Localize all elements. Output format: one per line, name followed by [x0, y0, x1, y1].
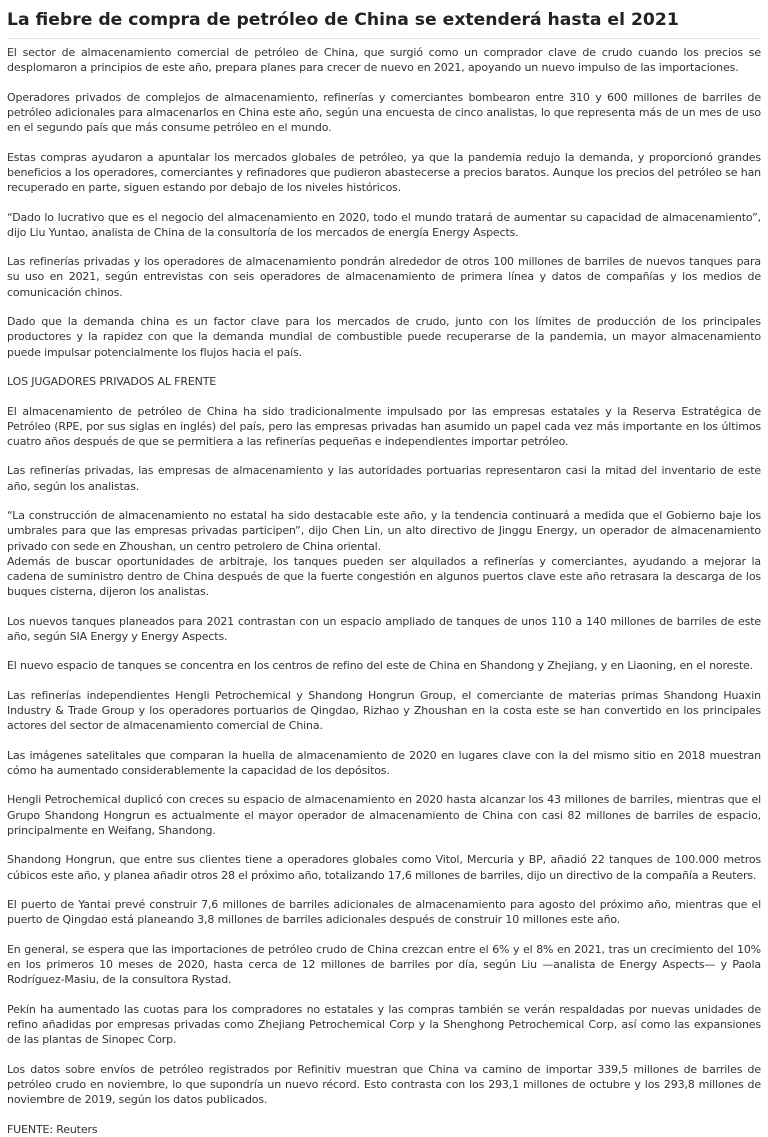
paragraph: “Dado lo lucrativo que es el negocio del almacenamiento en 2020, todo el mundo tratará de aumentar su capacidad de almacenamiento”, dijo Liu Yuntao, analista de China de la consultoría de los mercados de energía Energy Aspects.	[7, 210, 761, 239]
paragraph: El puerto de Yantai prevé construir 7,6 millones de barriles adicionales de almacenamiento para agosto del próximo año, mientras que el puerto de Qingdao está planeando 3,8 millones de barriles adicionales después de construir 10 millones este año.	[7, 898, 761, 927]
paragraph: Las refinerías privadas y los operadores de almacenamiento pondrán alrededor de otros 100 millones de barriles de nuevos tanques para su uso en 2021, según entrevistas con seis operadores de almacenamiento de primera línea y datos de compañías y los medios de comunicación chinos.	[7, 255, 761, 299]
paragraph: El almacenamiento de petróleo de China ha sido tradicionalmente impulsado por las empresas estatales y la Reserva Estratégica de Petróleo (RPE, por sus siglas en inglés) del país, pero las empresas privadas han asumido un papel cada vez más importante en los últimos cuatro años después de que se permitiera a las refinerías pequeñas e independientes importar petróleo.	[7, 404, 761, 448]
paragraph: Pekín ha aumentado las cuotas para los compradores no estatales y las compras también se verán respaldadas por nuevas unidades de refino añadidas por empresas privadas como Zhejiang Petrochemical Corp y la Shenghong Petrochemical Corp, así como las expansiones de las plantas de Sinopec Corp.	[7, 1002, 761, 1047]
paragraph: Las refinerías privadas, las empresas de almacenamiento y las autoridades portuarias representaron casi la mitad del inventario de este año, según los analistas.	[7, 464, 761, 493]
article-title: La fiebre de compra de petróleo de China se extenderá hasta el 2021	[7, 8, 761, 39]
section-heading: LOS JUGADORES PRIVADOS AL FRENTE	[7, 375, 217, 389]
paragraph: Las refinerías independientes Hengli Petrochemical y Shandong Hongrun Group, el comerciante de materias primas Shandong Huaxin Industry & Trade Group y los operadores portuarios de Qingdao, Rizhao y Zhoushan en la costa este se han convertido en los principales actores del sector de almacenamiento comercial de China.	[7, 688, 761, 733]
paragraph: Los nuevos tanques planeados para 2021 contrastan con un espacio ampliado de tanques de unos 110 a 140 millones de barriles de este año, según SIA Energy y Energy Aspects.	[7, 614, 761, 643]
paragraph: En general, se espera que las importaciones de petróleo crudo de China crezcan entre el 6% y el 8% en 2021, tras un crecimiento del 10% en los primeros 10 meses de 2020, hasta cerca de 12 millones de barriles por día, según Liu —analista de Energy Aspects— y Paola Rodríguez-Masiu, de la consultora Rystad.	[7, 942, 761, 987]
paragraph: Shandong Hongrun, que entre sus clientes tiene a operadores globales como Vitol, Mercuria y BP, añadió 22 tanques de 100.000 metros cúbicos este año, y planea añadir otros 28 el próximo año, totalizando 17,6 millones de barriles, dijo un directivo de la compañía a Reuters.	[7, 853, 761, 882]
paragraph: Estas compras ayudaron a apuntalar los mercados globales de petróleo, ya que la pandemia redujo la demanda, y proporcionó grandes beneficios a los operadores, comerciantes y refinadores que pudieron abastecerse a precios baratos. Aunque los precios del petróleo se han recuperado en parte, siguen estando por debajo de los niveles históricos.	[7, 150, 761, 195]
quote-paragraph: “La construcción de almacenamiento no estatal ha sido destacable este año, y la tendencia continuará a medida que el Gobierno baje los umbrales para que las empresas privadas participen”, dijo Chen Lin, un alto directivo de Jinggu Energy, un operador de almacenamiento privado con sede en Zhoushan, un centro petrolero de China oriental.	[7, 509, 761, 553]
paragraph: El nuevo espacio de tanques se concentra en los centros de refino del este de China en Shandong y Zhejiang, y en Liaoning, en el noreste.	[7, 659, 753, 673]
paragraph: Hengli Petrochemical duplicó con creces su espacio de almacenamiento en 2020 hasta alcanzar los 43 millones de barriles, mientras que el Grupo Shandong Hongrun es actualmente el mayor operador de almacenamiento de China con casi 82 millones de barriles de espacio, principalmente en Weifang, Shandong.	[7, 793, 761, 837]
paragraph: Además de buscar oportunidades de arbitraje, los tanques pueden ser alquilados a refinerías y comerciantes, ayudando a mejorar la cadena de suministro dentro de China después de que la fuerte congestión en algunos puertos clave este año retrasara la descarga de los buques cisterna, dijeron los analistas.	[7, 554, 761, 599]
source-credit: FUENTE: Reuters	[7, 1122, 98, 1136]
paragraph: Dado que la demanda china es un factor clave para los mercados de crudo, junto con los límites de producción de los principales productores y la rapidez con que la demanda mundial de combustible puede recuperarse de la pandemia, un mayor almacenamiento puede impulsar potencialmente los flujos hacia el país.	[7, 315, 761, 359]
paragraph: Las imágenes satelitales que comparan la huella de almacenamiento de 2020 en lugares clave con la del mismo sitio en 2018 muestran cómo ha aumentado considerablemente la capacidad de los depósitos.	[7, 748, 761, 777]
paragraph: Operadores privados de complejos de almacenamiento, refinerías y comerciantes bombearon entre 310 y 600 millones de barriles de petróleo adicionales para almacenarlos en China este año, según una encuesta de cinco analistas, lo que representa más de un mes de uso en el segundo país que más consume petróleo en el mundo.	[7, 90, 761, 135]
paragraph: El sector de almacenamiento comercial de petróleo de China, que surgió como un comprador clave de crudo cuando los precios se desplomaron a principios de este año, prepara planes para crecer de nuevo en 2021, apoyando un nuevo impulso de las importaciones.	[7, 46, 761, 75]
paragraph: Los datos sobre envíos de petróleo registrados por Refinitiv muestran que China va camino de importar 339,5 millones de barriles de petróleo crudo en noviembre, lo que supondría un nuevo récord. Esto contrasta con los 293,1 millones de octubre y los 293,8 millones de noviembre de 2019, según los datos publicados.	[7, 1062, 761, 1106]
